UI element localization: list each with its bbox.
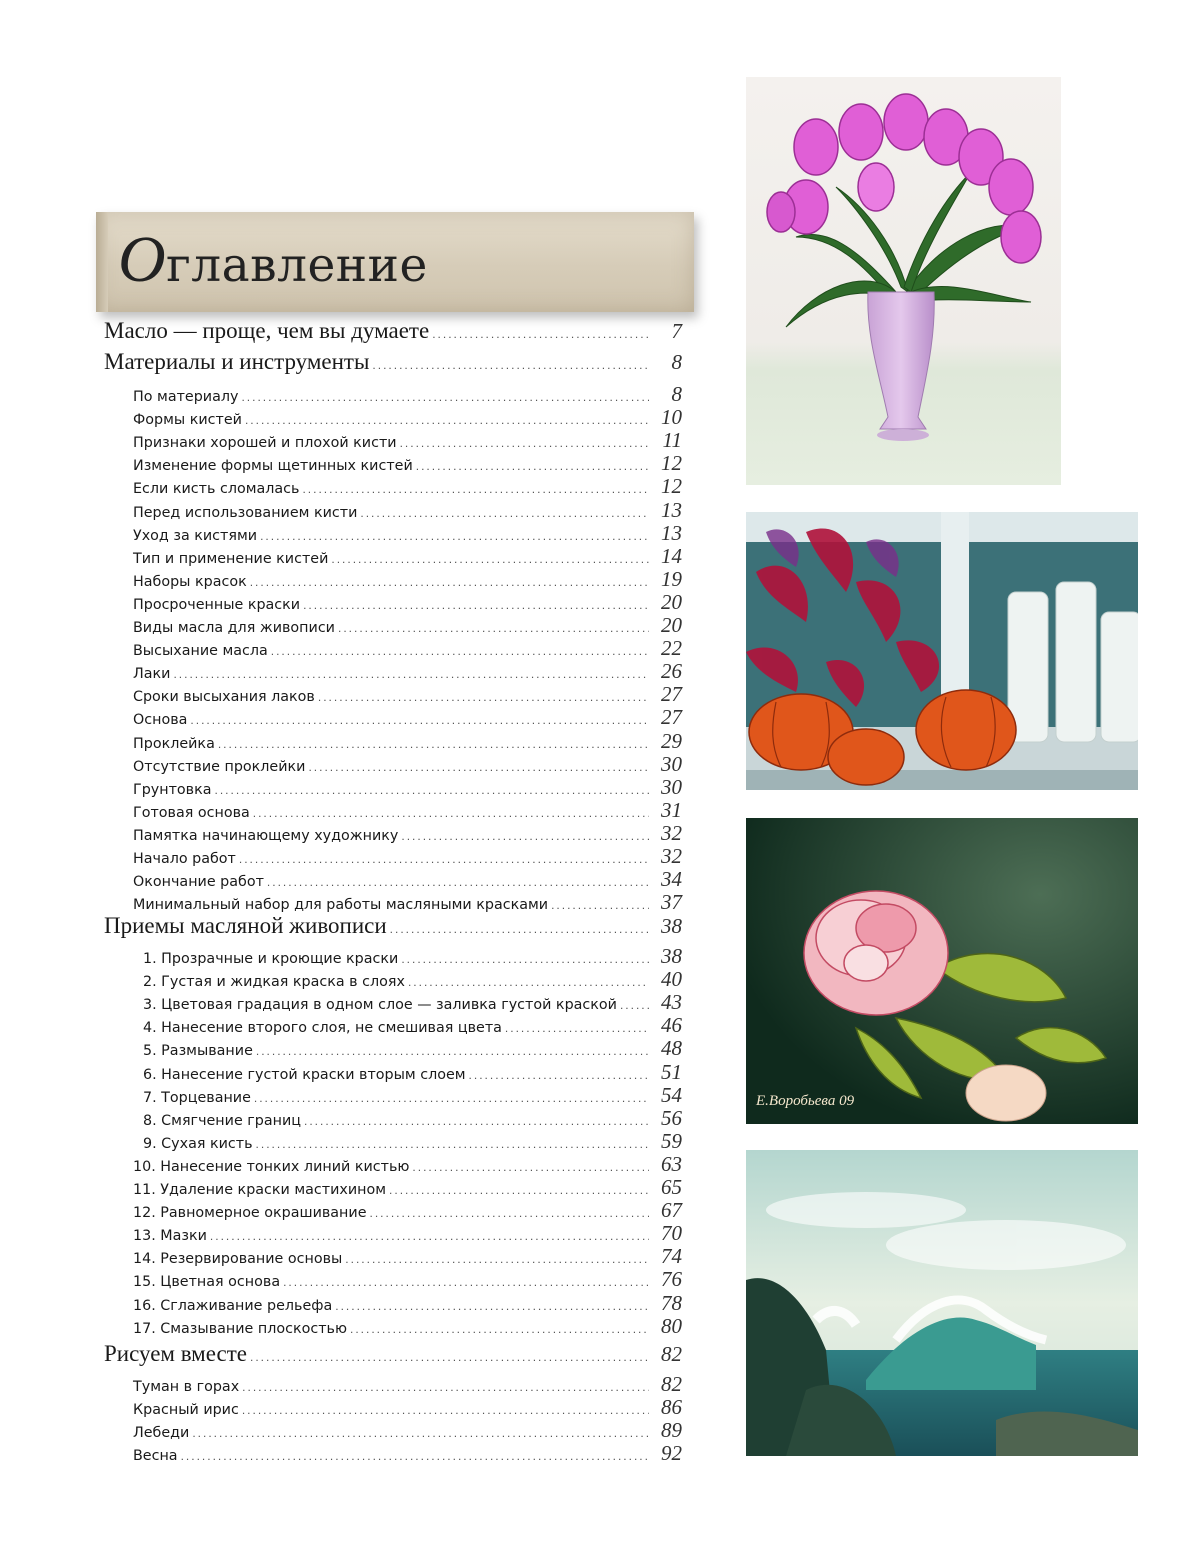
toc-leader-dots [215, 783, 649, 797]
toc-page-number: 51 [661, 1059, 682, 1084]
toc-label: 17. Смазывание плоскостью [133, 1320, 347, 1337]
toc-page-number: 27 [661, 682, 682, 707]
toc-leader-dots [254, 1091, 649, 1105]
toc-label: Признаки хорошей и плохой кисти [133, 435, 397, 452]
toc-label: Масло — проще, чем вы думаете [104, 318, 430, 343]
title-initial: О [118, 223, 167, 296]
toc-section [104, 349, 682, 375]
toc-leader-dots [620, 998, 649, 1012]
toc-item [133, 890, 682, 915]
toc-page-number: 54 [661, 1082, 682, 1107]
toc-label: 3. Цветовая градация в одном слое — заливка густой краской [143, 997, 617, 1014]
toc-leader-dots [360, 506, 649, 520]
toc-page-number: 26 [661, 659, 682, 684]
toc-label: Формы кистей [133, 412, 242, 429]
sea-wave-painting [746, 1150, 1138, 1456]
toc-item [133, 544, 682, 569]
toc-label: 12. Равномерное окрашивание [133, 1205, 367, 1222]
toc-leader-dots [469, 1068, 649, 1082]
toc-leader-dots [242, 1380, 649, 1394]
toc-label: Если кисть сломалась [133, 481, 300, 498]
toc-page-number: 80 [661, 1313, 682, 1338]
toc-page-number: 20 [661, 613, 682, 637]
toc-page-number: 31 [661, 797, 682, 822]
toc-page-number: 38 [661, 944, 682, 968]
toc-leader-dots [318, 690, 649, 704]
toc-item [133, 1175, 682, 1200]
pumpkins-candles-painting [746, 512, 1138, 790]
toc-item [133, 1372, 682, 1397]
toc-item [133, 1244, 682, 1269]
toc-leader-dots [242, 1403, 649, 1417]
toc-label: Красный ирис [133, 1402, 239, 1419]
toc-leader-dots [173, 667, 649, 681]
toc-leader-dots [335, 1299, 649, 1313]
toc-page-number: 37 [661, 890, 682, 915]
toc-page-number: 13 [661, 497, 682, 522]
toc-item [143, 1106, 682, 1131]
toc-page-number: 8 [671, 382, 682, 406]
toc-label: Тип и применение кистей [133, 550, 329, 567]
toc-page-number: 59 [661, 1128, 682, 1153]
toc-label: Приемы масляной живописи [104, 913, 387, 938]
toc-item [133, 474, 682, 499]
toc-page-number: 76 [661, 1267, 682, 1292]
toc-item [133, 451, 682, 476]
toc-item [133, 682, 682, 707]
toc-item [143, 1060, 682, 1085]
toc-page-number: 30 [661, 751, 682, 776]
toc-item [133, 382, 682, 407]
toc-item [133, 521, 682, 546]
toc-label: Высыхание масла [133, 643, 268, 660]
toc-page-number: 32 [661, 844, 682, 868]
toc-item [133, 1198, 682, 1223]
toc-item [133, 1314, 682, 1339]
toc-label: Весна [133, 1448, 178, 1465]
toc-page-number: 22 [661, 636, 682, 661]
toc-label: Материалы и инструменты [104, 349, 370, 374]
toc-page-number: 27 [661, 705, 682, 730]
toc-item [133, 705, 682, 730]
toc-leader-dots [308, 760, 649, 774]
toc-page-number: 7 [671, 319, 682, 343]
toc-leader-dots [401, 952, 649, 966]
toc-page-number: 86 [661, 1395, 682, 1420]
toc-page-number: 46 [661, 1013, 682, 1038]
toc-page-number: 56 [661, 1105, 682, 1130]
toc-page-number: 63 [661, 1151, 682, 1176]
painting-signature: Е.Воробьева 09 [756, 1093, 855, 1109]
toc-label: Готовая основа [133, 804, 250, 821]
toc-leader-dots [412, 1160, 649, 1174]
toc-label: 9. Сухая кисть [143, 1135, 253, 1152]
toc-label: Окончание работ [133, 874, 264, 891]
toc-item [143, 990, 682, 1015]
toc-leader-dots [250, 1350, 649, 1364]
toc-page-number: 70 [661, 1221, 682, 1246]
toc-leader-dots [250, 575, 649, 589]
toc-leader-dots [241, 390, 649, 404]
toc-label: Памятка начинающему художнику [133, 827, 399, 844]
toc-leader-dots [260, 529, 649, 543]
toc-label: Изменение формы щетинных кистей [133, 458, 413, 475]
toc-leader-dots [350, 1322, 649, 1336]
toc-leader-dots [370, 1206, 650, 1220]
toc-leader-dots [416, 459, 649, 473]
toc-page-number: 30 [661, 774, 682, 799]
toc-item [143, 1083, 682, 1108]
toc-page-number: 11 [662, 428, 682, 453]
toc-leader-dots [192, 1426, 649, 1440]
toc-item [133, 613, 682, 638]
toc-item [133, 844, 682, 869]
toc-label: Проклейка [133, 735, 215, 752]
toc-item [133, 498, 682, 523]
toc-item [133, 867, 682, 892]
toc-page-number: 20 [661, 589, 682, 614]
toc-leader-dots [245, 413, 649, 427]
toc-page-number: 13 [661, 520, 682, 545]
toc-leader-dots [210, 1229, 649, 1243]
toc-label: Основа [133, 712, 188, 729]
toc-label: Сроки высыхания лаков [133, 689, 315, 706]
toc-label: Отсутствие проклейки [133, 758, 306, 775]
toc-item [143, 967, 682, 992]
toc-leader-dots [303, 598, 649, 612]
toc-label: 2. Густая и жидкая краска в слоях [143, 974, 405, 991]
toc-item [133, 1418, 682, 1443]
toc-label: 14. Резервирование основы [133, 1251, 343, 1268]
toc-item [133, 1267, 682, 1292]
toc-section [104, 913, 682, 939]
toc-leader-dots [390, 922, 649, 936]
toc-item [133, 567, 682, 592]
toc-leader-dots [505, 1021, 649, 1035]
toc-label: 6. Нанесение густой краски вторым слоем [143, 1066, 466, 1083]
toc-leader-dots [271, 644, 649, 658]
toc-leader-dots [267, 875, 649, 889]
toc-page-number: 65 [661, 1175, 682, 1199]
toc-page-number: 40 [661, 967, 682, 992]
toc-label: Перед использованием кисти [133, 504, 358, 521]
toc-label: Лебеди [133, 1425, 190, 1442]
toc-item [133, 1395, 682, 1420]
toc-page-number: 82 [661, 1372, 682, 1396]
tulips-painting [746, 77, 1061, 485]
toc-item [133, 590, 682, 615]
toc-label: 10. Нанесение тонких линий кистью [133, 1158, 410, 1175]
toc-label: Просроченные краски [133, 596, 301, 613]
toc-label: Туман в горах [133, 1379, 240, 1395]
toc-label: По материалу [133, 389, 239, 405]
toc-page-number: 19 [661, 566, 682, 591]
toc-leader-dots [432, 327, 649, 341]
toc-item [133, 821, 682, 846]
toc-item [133, 798, 682, 823]
toc-item [133, 405, 682, 430]
toc-label: Уход за кистями [133, 527, 258, 544]
toc-item [133, 1441, 682, 1466]
toc-page-number: 8 [671, 350, 682, 374]
toc-leader-dots [253, 806, 649, 820]
toc-label: 13. Мазки [133, 1228, 207, 1245]
toc-leader-dots [372, 358, 649, 372]
toc-leader-dots [304, 1114, 649, 1128]
toc-label: 7. Торцевание [143, 1089, 251, 1106]
toc-page-number: 92 [661, 1441, 682, 1466]
toc-page-number: 89 [661, 1418, 682, 1443]
toc-page-number: 82 [661, 1342, 682, 1366]
toc-label: 1. Прозрачные и кроющие краски [143, 951, 399, 967]
toc-leader-dots [338, 621, 649, 635]
toc-item [143, 1036, 682, 1061]
toc-leader-dots [218, 737, 649, 751]
toc-label: 15. Цветная основа [133, 1274, 281, 1291]
toc-label: 8. Смягчение границ [143, 1112, 302, 1129]
toc-section [104, 1341, 682, 1367]
toc-page-number: 12 [661, 451, 682, 476]
toc-page-number: 10 [661, 405, 682, 430]
toc-label: Грунтовка [133, 781, 212, 798]
toc-leader-dots [190, 713, 649, 727]
toc-label: Минимальный набор для работы масляными красками [133, 897, 549, 914]
toc-item [143, 1013, 682, 1038]
toc-section [104, 318, 682, 344]
toc-label: 5. Размывание [143, 1043, 253, 1060]
toc-page-number: 78 [661, 1290, 682, 1315]
toc-leader-dots [551, 898, 649, 912]
toc-item [133, 1291, 682, 1316]
toc-leader-dots [400, 436, 649, 450]
toc-leader-dots [181, 1449, 649, 1463]
toc-page-number: 48 [661, 1036, 682, 1061]
title-rest: главление [166, 238, 428, 293]
toc-item [133, 752, 682, 777]
toc-leader-dots [345, 1252, 649, 1266]
toc-leader-dots [256, 1044, 649, 1058]
toc-label: Начало работ [133, 851, 236, 867]
toc-page-number: 38 [661, 914, 682, 938]
toc-leader-dots [408, 975, 649, 989]
toc-item [133, 775, 682, 800]
toc-item [133, 659, 682, 684]
toc-page-number: 29 [661, 728, 682, 753]
toc-leader-dots [401, 829, 649, 843]
toc-label: Виды масла для живописи [133, 620, 335, 636]
toc-item [133, 636, 682, 661]
toc-leader-dots [283, 1275, 649, 1289]
toc-label: Лаки [133, 666, 171, 683]
toc-page-number: 67 [661, 1198, 682, 1223]
toc-leader-dots [256, 1137, 649, 1151]
toc-label: 16. Сглаживание рельефа [133, 1297, 333, 1314]
toc-item [133, 729, 682, 754]
toc-leader-dots [331, 552, 649, 566]
toc-leader-dots [302, 482, 649, 496]
toc-label: 11. Удаление краски мастихином [133, 1182, 387, 1198]
toc-page-number: 12 [661, 474, 682, 499]
toc-item [133, 428, 682, 453]
toc-label: 4. Нанесение второго слоя, не смешивая цвета [143, 1020, 502, 1037]
rose-painting [746, 818, 1138, 1124]
toc-page-number: 43 [661, 990, 682, 1015]
toc-item [143, 944, 682, 969]
toc-label: Наборы красок [133, 573, 247, 590]
toc-page-number: 14 [661, 543, 682, 568]
toc-label: Рисуем вместе [104, 1341, 247, 1366]
toc-leader-dots [239, 852, 649, 866]
toc-item [143, 1129, 682, 1154]
toc-page-number: 74 [661, 1244, 682, 1269]
toc-leader-dots [389, 1183, 649, 1197]
toc-item [133, 1152, 682, 1177]
toc-page-number: 32 [661, 820, 682, 845]
toc-item [133, 1221, 682, 1246]
toc-page-number: 34 [661, 867, 682, 892]
